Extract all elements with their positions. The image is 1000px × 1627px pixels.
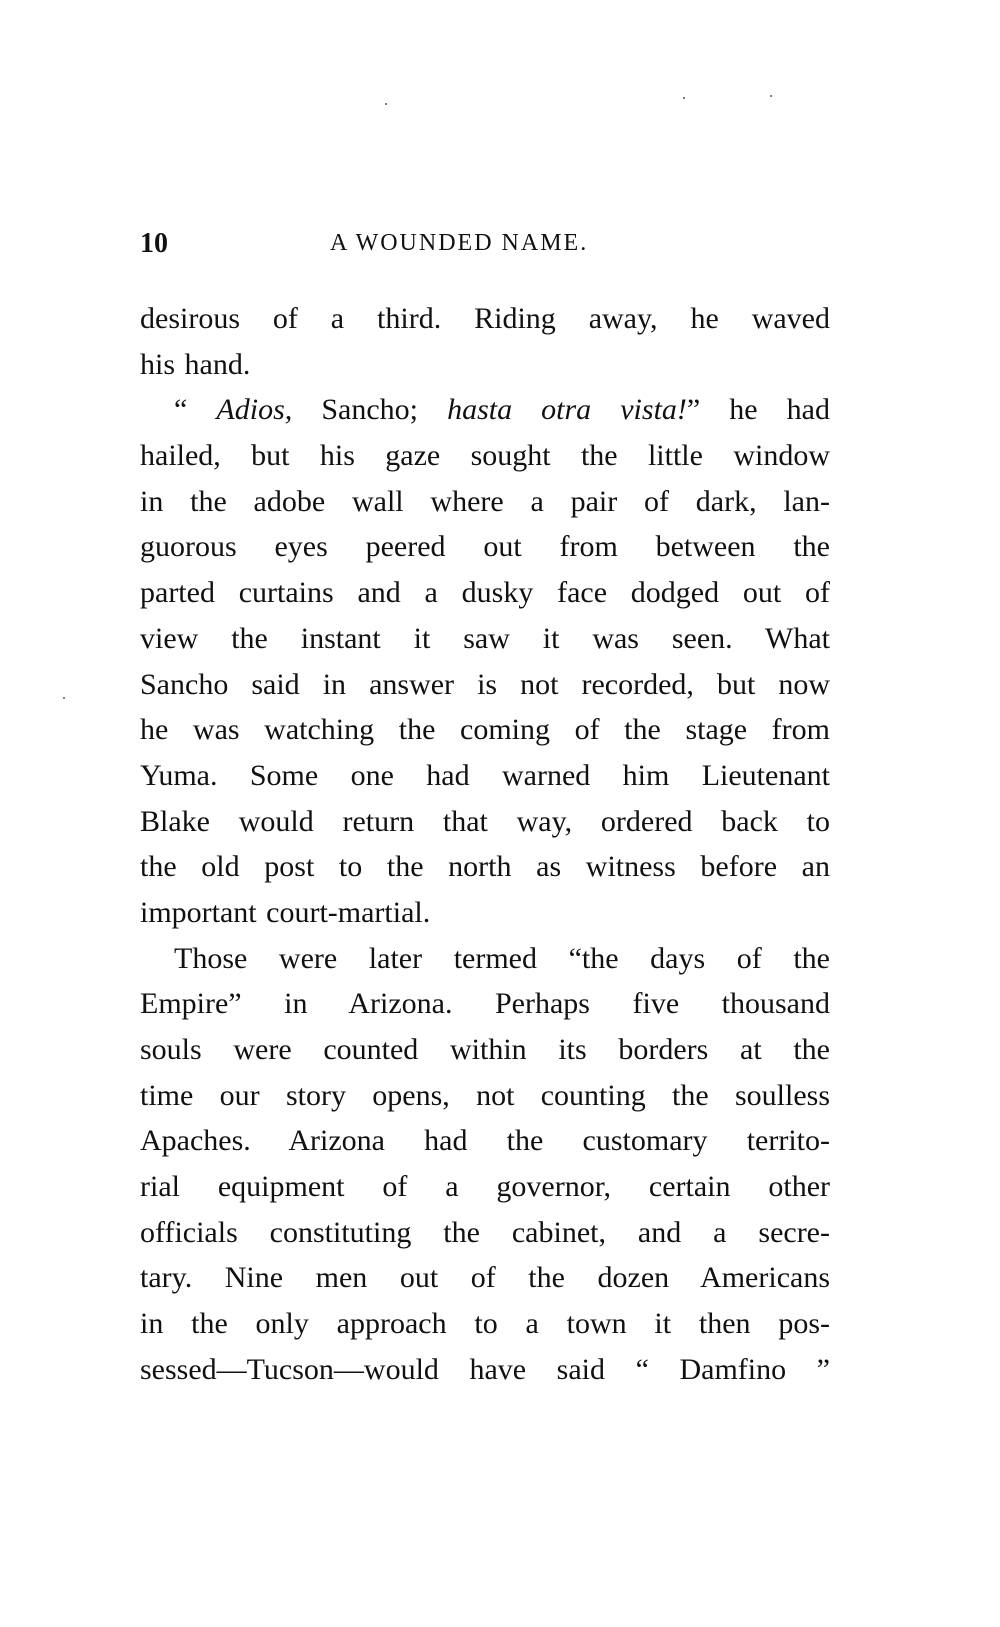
page-number: 10 — [140, 228, 168, 259]
text-line: Apaches. Arizona had the customary territo- — [140, 1124, 830, 1158]
italic-text: hasta otra vista! — [447, 393, 687, 427]
text-line: Yuma. Some one had warned him Lieutenant — [140, 758, 830, 792]
text-line: in the adobe wall where a pair of dark, lan- — [140, 484, 830, 518]
text-segment: ” he had — [686, 393, 830, 427]
text-line: Blake would return that way, ordered back to — [140, 804, 830, 838]
text-line: time our story opens, not counting the soulless — [140, 1078, 830, 1112]
text-line: he was watching the coming of the stage from — [140, 713, 830, 747]
scan-speck — [385, 103, 387, 105]
text-line: officials constituting the cabinet, and a secre- — [140, 1215, 830, 1249]
scan-speck — [683, 97, 685, 99]
text-line: Sancho said in answer is not recorded, but now — [140, 667, 830, 701]
text-line: his hand. — [140, 347, 251, 381]
text-line: important court-martial. — [140, 895, 431, 929]
text-segment: Sancho; — [292, 393, 448, 427]
text-line: tary. Nine men out of the dozen Americans — [140, 1261, 830, 1295]
text-line: Those were later termed “the days of the — [174, 941, 830, 975]
text-line: guorous eyes peered out from between the — [140, 530, 830, 564]
text-line: sessed—Tucson—would have said “ Damfino ” — [140, 1352, 830, 1386]
text-line — [140, 387, 830, 433]
scan-speck — [770, 95, 772, 97]
quote-open: “ — [174, 393, 217, 427]
scan-speck — [63, 697, 65, 699]
page-body — [140, 296, 830, 1393]
text-line: rial equipment of a governor, certain other — [140, 1170, 830, 1204]
text-line: Empire” in Arizona. Perhaps five thousand — [140, 987, 830, 1021]
running-header — [140, 228, 830, 268]
text-line: in the only approach to a town it then pos- — [140, 1307, 830, 1341]
text-line: parted curtains and a dusky face dodged out of — [140, 576, 830, 610]
text-line: souls were counted within its borders at the — [140, 1033, 830, 1066]
italic-text: Adios, — [216, 393, 293, 427]
running-title: A WOUNDED NAME. — [330, 230, 589, 256]
text-line: view the instant it saw it was seen. What — [140, 621, 830, 655]
text-line: the old post to the north as witness before an — [140, 850, 830, 884]
text-line: hailed, but his gaze sought the little window — [140, 439, 830, 473]
text-line: desirous of a third. Riding away, he waved — [140, 302, 830, 335]
